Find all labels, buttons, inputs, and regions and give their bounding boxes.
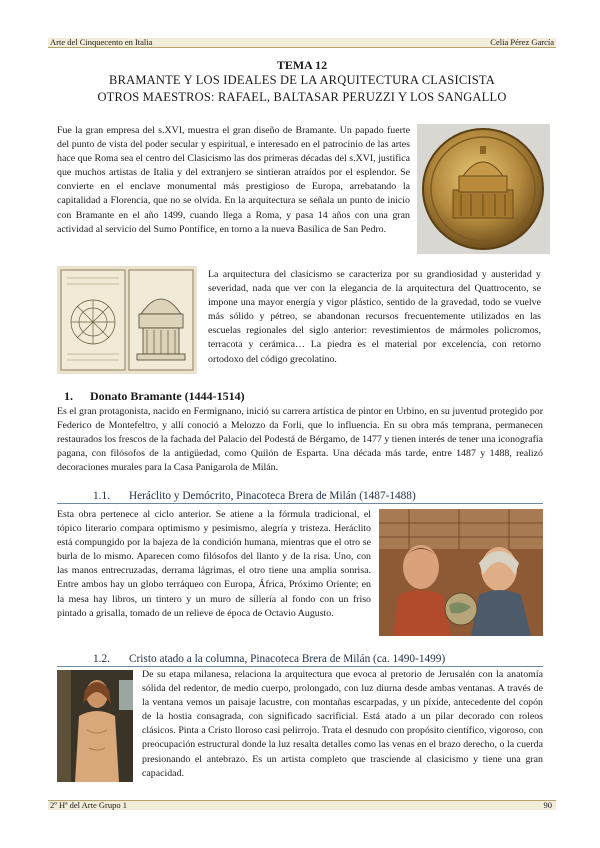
subsection-heading-heraclito bbox=[57, 490, 543, 504]
architecture-treatise-image bbox=[57, 266, 197, 374]
bramante-medal-image bbox=[417, 124, 550, 254]
subsection-heading-cristo bbox=[57, 653, 543, 667]
intro-paragraph-1: Fue la gran empresa del s.XVI, muestra el gran diseño de Bramante. Un papado fuerte del punto de vista del poder secular y espiritual, e interesado en el patrocinio de las artes hace que Roma sea el centro del Clasicismo las dos primeras décadas del s.XVI, justifica que muchos artistas de Italia y del extranjero se sintieran atraídos por el esplendor. Se convierte en el enclave monumental más prestigioso de Europa, arrebatando la capitalidad a Florencia, que no se olvida. En la arquitectura se señala un punto de inicio con Bramante en el año 1499, cuando llega a Roma, y pasa 14 años con una gran actividad al servicio del Sumo Pontífice, en torno a la nueva Basílica de San Pedro. bbox=[57, 125, 410, 235]
subsection-heraclito-body: Esta obra pertenece al ciclo anterior. Se atiene a la fórmula tradicional, el tópico literario compara optimismo y pesimismo, alegría y tristeza. Heráclito está compungido por la bajeza de la condición humana, mientras que el otro se burla de lo mismo. Aparecen como filósofos del llanto y de la risa. Uno, con las manos entrecruzadas, derrama lágrimas, el otro tiene una amplia sonrisa. Entre ambos hay un globo terráqueo con Europa, África, Próximo Oriente; en la mesa hay libros, un tintero y un muro de sillería al fondo con un friso pintado a grisalla, tomado de un relieve de época de Octavio Augusto. bbox=[57, 509, 371, 619]
heraclito-democrito-painting bbox=[379, 509, 543, 636]
section-title: Donato Bramante (1444-1514) bbox=[90, 389, 245, 403]
subsection-cristo-body: De su etapa milanesa, relaciona la arquitectura que evoca al pretorio de Jerusalén con la anatomía sólida del redentor, de medio cuerpo, prolongado, con luz diurna desde ambas ventanas. A través de la ventana vemos un paisaje lacustre, con montañas escarpadas, y un píxide, antecedente del copón de la hostia consagrada, con significado sacrificial. Está atado a un pilar decorado con roleos clásicos. Pinta a Cristo lloroso casi pelirrojo. Trata el desnudo con propósito científico, vigoroso, con preocupación estructural donde la luz resalta detalles como las venas en el brazo derecho, o la cuerda presionando el antebrazo. Es un artista completo que trasciende al clasicismo y tiene una gran capacidad. bbox=[142, 669, 543, 779]
cristo-atado-painting bbox=[57, 670, 133, 782]
section-heading-bramante bbox=[64, 389, 544, 403]
footer-course-group: 2º Hª del Arte Grupo 1 bbox=[50, 800, 127, 810]
page-header bbox=[48, 38, 556, 48]
page-footer bbox=[48, 800, 556, 810]
section-bramante-body: Es el gran protagonista, nacido en Fermignano, inició su carrera artística de pintor en Urbino, en su juventud protegido por Federico de Montefeltro, y allí conoció a Melozzo da Forli, que lo influencia. En su obra más temprana, permanecen restaurados los frescos de la fachada del Palacio del Podestá de Bérgamo, de 1477 y tienen interés de tener una iconografía pagana, con filósofos de la antigüedad, como Quilón de Esparta. Una década más tarde, entre 1487 y 1488, realizó decoraciones murales para la Casa Panigarola de Milán. bbox=[57, 406, 543, 474]
page-number: 90 bbox=[543, 800, 552, 810]
intro-paragraph-2: La arquitectura del clasicismo se caracteriza por su grandiosidad y austeridad y severidad, nada que ver con la elegancia de la arquitectura del Quattrocento, se impone una mayor energía y vigor plástico, sentido de la gravedad, todo se vuelve más sólido y pétreo, se abandonan recursos frecuentemente utilizados en las escuelas regionales del siglo anterior: revestimientos de mármoles policromos, terracota y cerámica… La piedra es el material por excelencia, con retorno ortodoxo del código grecolatino. bbox=[208, 269, 541, 365]
section-number: 1. bbox=[64, 389, 73, 403]
subsection-title: Cristo atado a la columna, Pinacoteca Brera de Milán (ca. 1490-1499) bbox=[129, 653, 446, 665]
header-author: Celia Pérez García bbox=[490, 37, 554, 47]
topic-subtitle: OTROS MAESTROS: RAFAEL, BALTASAR PERUZZI Y LOS SANGALLO bbox=[97, 90, 507, 104]
subsection-number: 1.1. bbox=[93, 490, 110, 502]
subsection-title: Heráclito y Demócrito, Pinacoteca Brera de Milán (1487-1488) bbox=[129, 490, 416, 502]
header-course: Arte del Cinquecento en Italia bbox=[50, 37, 153, 47]
topic-number: TEMA 12 bbox=[276, 58, 328, 72]
topic-title: BRAMANTE Y LOS IDEALES DE LA ARQUITECTURA CLASICISTA bbox=[109, 73, 495, 87]
subsection-number: 1.2. bbox=[93, 653, 110, 665]
